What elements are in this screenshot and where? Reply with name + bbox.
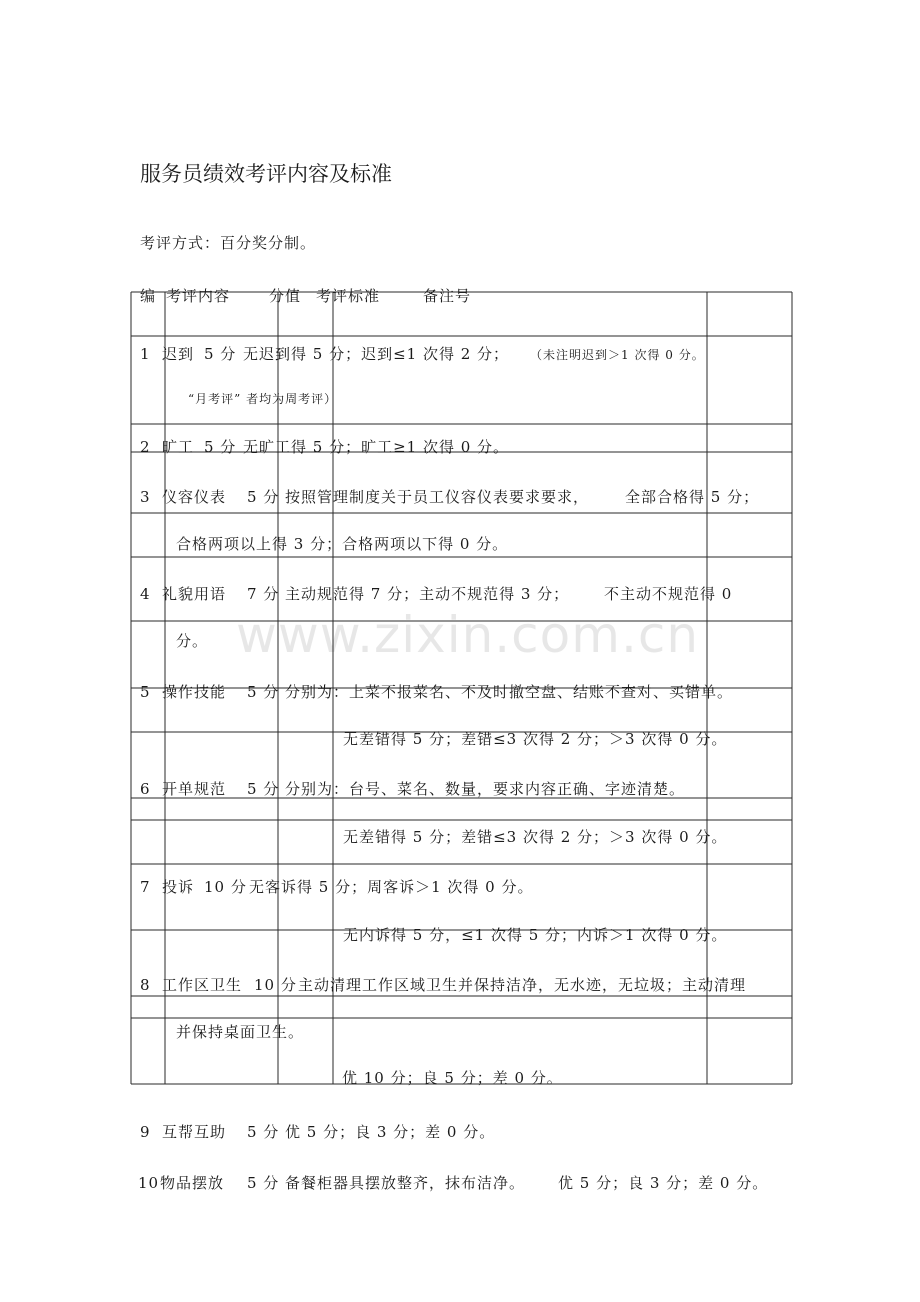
row-6-no: 6 (140, 780, 151, 798)
row-7-score: 10 分 (204, 878, 247, 896)
row-1-no: 1 (140, 345, 151, 363)
row-6-standard: 分别为：台号、菜名、数量，要求内容正确、字迹清楚。 (285, 780, 686, 798)
row-7-item: 投诉 (162, 878, 195, 896)
row-6-score: 5 分 (247, 780, 280, 798)
row-3-standard: 按照管理制度关于员工仪容仪表要求要求， (285, 488, 590, 506)
header-remark: 备注号 (423, 287, 472, 305)
evaluation-method: 考评方式：百分奖分制。 (140, 234, 317, 252)
row-10-standard-2: 优 5 分；良 3 分；差 0 分。 (558, 1174, 769, 1192)
row-1-score: 5 分 (204, 345, 237, 363)
row-9-no: 9 (140, 1123, 151, 1141)
row-4-standard-b: 不主动不规范得 0 (604, 585, 733, 603)
row-7-standard-2: 无内诉得 5 分，≤1 次得 5 分；内诉＞1 次得 0 分。 (343, 926, 728, 944)
row-8-standard-3: 优 10 分；良 5 分；差 0 分。 (342, 1069, 563, 1087)
row-4-item: 礼貌用语 (162, 585, 227, 603)
row-4-standard-2: 分。 (176, 632, 209, 650)
header-item: 考评内容 (166, 287, 231, 305)
row-10-item: 物品摆放 (160, 1174, 225, 1192)
row-2-no: 2 (140, 438, 151, 456)
row-3-standard-b: 全部合格得 5 分； (625, 488, 760, 506)
row-3-standard-2: 合格两项以上得 3 分；合格两项以下得 0 分。 (176, 535, 509, 553)
header-score: 分值 (269, 287, 302, 305)
page-title: 服务员绩效考评内容及标准 (140, 162, 392, 186)
row-10-no: 10 (138, 1174, 160, 1192)
row-10-standard: 备餐柜器具摆放整齐，抹布洁净。 (285, 1174, 526, 1192)
row-2-item: 旷工 (162, 438, 195, 456)
row-5-item: 操作技能 (162, 683, 227, 701)
row-4-no: 4 (140, 585, 151, 603)
row-1-note: （未注明迟到＞1 次得 0 分。 (530, 348, 705, 362)
row-10-score: 5 分 (247, 1174, 280, 1192)
row-2-score: 5 分 (204, 438, 237, 456)
row-1-item: 迟到 (162, 345, 195, 363)
row-8-no: 8 (140, 976, 151, 994)
row-8-item: 工作区卫生 (162, 976, 243, 994)
row-5-score: 5 分 (247, 683, 280, 701)
row-7-standard: 无客诉得 5 分；周客诉＞1 次得 0 分。 (249, 878, 534, 896)
row-1-note-2: “月考评” 者均为周考评） (188, 392, 338, 406)
row-9-score: 5 分 (247, 1123, 280, 1141)
header-standard: 考评标准 (316, 287, 381, 305)
row-8-score: 10 分 (254, 976, 297, 994)
row-9-standard: 优 5 分；良 3 分；差 0 分。 (285, 1123, 496, 1141)
row-5-standard: 分别为：上菜不报菜名、不及时撤空盘、结账不查对、买错单。 (285, 683, 734, 701)
row-6-item: 开单规范 (162, 780, 227, 798)
row-6-standard-2: 无差错得 5 分；差错≤3 次得 2 分；＞3 次得 0 分。 (343, 828, 728, 846)
row-5-no: 5 (140, 683, 151, 701)
row-2-standard: 无旷工得 5 分；旷工≥1 次得 0 分。 (243, 438, 510, 456)
row-7-no: 7 (140, 878, 151, 896)
row-4-score: 7 分 (247, 585, 280, 603)
watermark: www.zixin.com.cn (236, 606, 700, 664)
row-1-standard: 无迟到得 5 分；迟到≤1 次得 2 分； (243, 345, 510, 363)
row-3-no: 3 (140, 488, 151, 506)
row-4-standard: 主动规范得 7 分；主动不规范得 3 分； (285, 585, 570, 603)
row-8-standard-2: 并保持桌面卫生。 (176, 1023, 305, 1041)
row-3-item: 仪容仪表 (162, 488, 227, 506)
row-5-standard-2: 无差错得 5 分；差错≤3 次得 2 分；＞3 次得 0 分。 (343, 730, 728, 748)
header-no: 编 (140, 287, 157, 305)
row-9-item: 互帮互助 (162, 1123, 227, 1141)
row-3-score: 5 分 (247, 488, 280, 506)
row-8-standard: 主动清理工作区域卫生并保持洁净，无水迹，无垃圾；主动清理 (298, 976, 747, 994)
